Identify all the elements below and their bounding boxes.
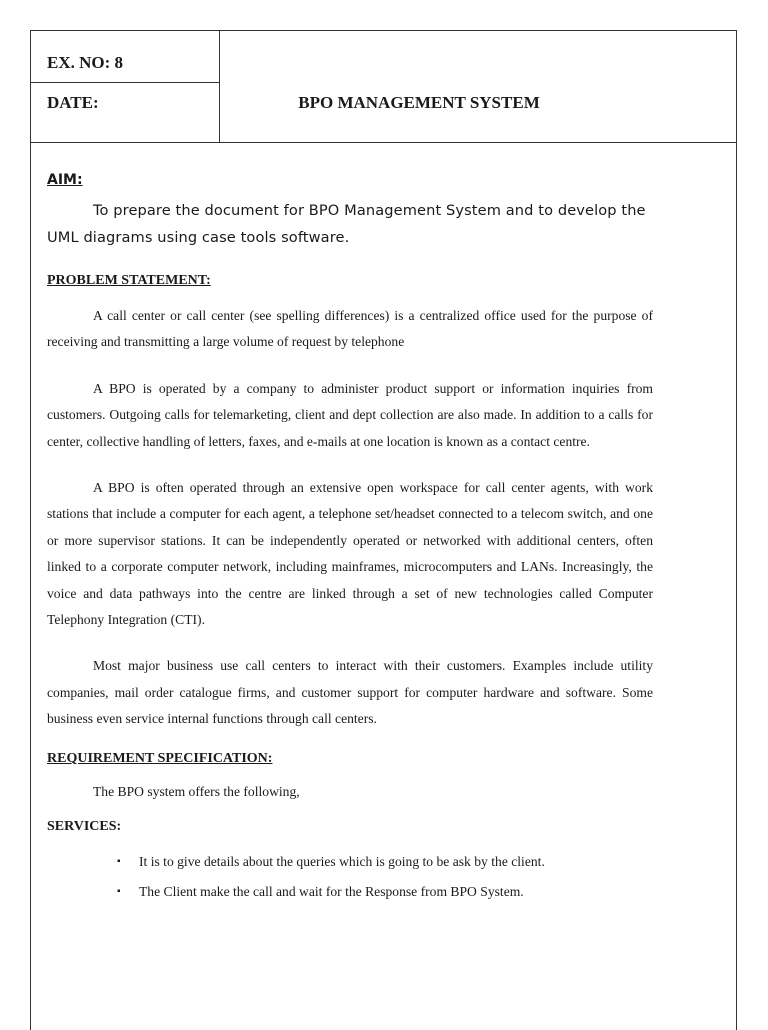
header-table: [31, 31, 737, 143]
ex-no-cell: [31, 31, 219, 83]
ex-no-label: EX. NO: 8: [47, 53, 124, 72]
service-item-text: The Client make the call and wait for the Response from BPO System.: [139, 884, 524, 900]
problem-statement-heading: PROBLEM STATEMENT:: [47, 273, 211, 288]
problem-paragraph: A call center or call center (see spelling differences) is a centralized office used for the purpose of receiving and transmitting a large volume of request by telephone: [47, 308, 653, 350]
aim-heading: AIM:: [47, 172, 83, 188]
problem-paragraph: A BPO is operated by a company to administer product support or information inquiries from customers. Outgoing calls for telemarketing, client and dept collection are also made. In addition to a calls for center, collective handling of letters, faxes, and e-mails at one location is known as a contact centre.: [47, 380, 653, 449]
services-list: [47, 847, 653, 907]
service-item-text: It is to give details about the queries which is going to be ask by the client.: [139, 854, 545, 870]
aim-text: To prepare the document for BPO Management System and to develop the UML diagrams using case tools software.: [47, 202, 646, 246]
problem-paragraph: A BPO is often operated through an extensive open workspace for call center agents, with work stations that include a computer for each agent, a telephone set/headset connected to a telecom switch, and one or more supervisor stations. It can be independently operated or networked with additional centers, often linked to a corporate computer network, including mainframes, microcomputers and LANs. Increasingly, the voice and data pathways into the centre are linked through a set of new technologies called Computer Telephony Integration (CTI).: [47, 480, 653, 628]
date-label: DATE:: [47, 93, 99, 112]
services-heading: SERVICES:: [47, 819, 122, 835]
bullet-square-icon: ▪: [117, 856, 121, 868]
header-left-column: [31, 31, 220, 142]
requirement-intro: The BPO system offers the following,: [93, 783, 300, 799]
document-title: BPO MANAGEMENT SYSTEM: [298, 93, 540, 112]
bullet-square-icon: ▪: [117, 886, 121, 898]
problem-paragraph: Most major business use call centers to interact with their customers. Examples include utility companies, mail order catalogue firms, and customer support for computer hardware and software. Some business even service internal functions through call centers.: [47, 658, 653, 727]
document-body: [47, 168, 653, 907]
list-item: [117, 847, 653, 877]
requirement-heading: REQUIREMENT SPECIFICATION:: [47, 750, 273, 766]
list-item: [117, 877, 653, 907]
